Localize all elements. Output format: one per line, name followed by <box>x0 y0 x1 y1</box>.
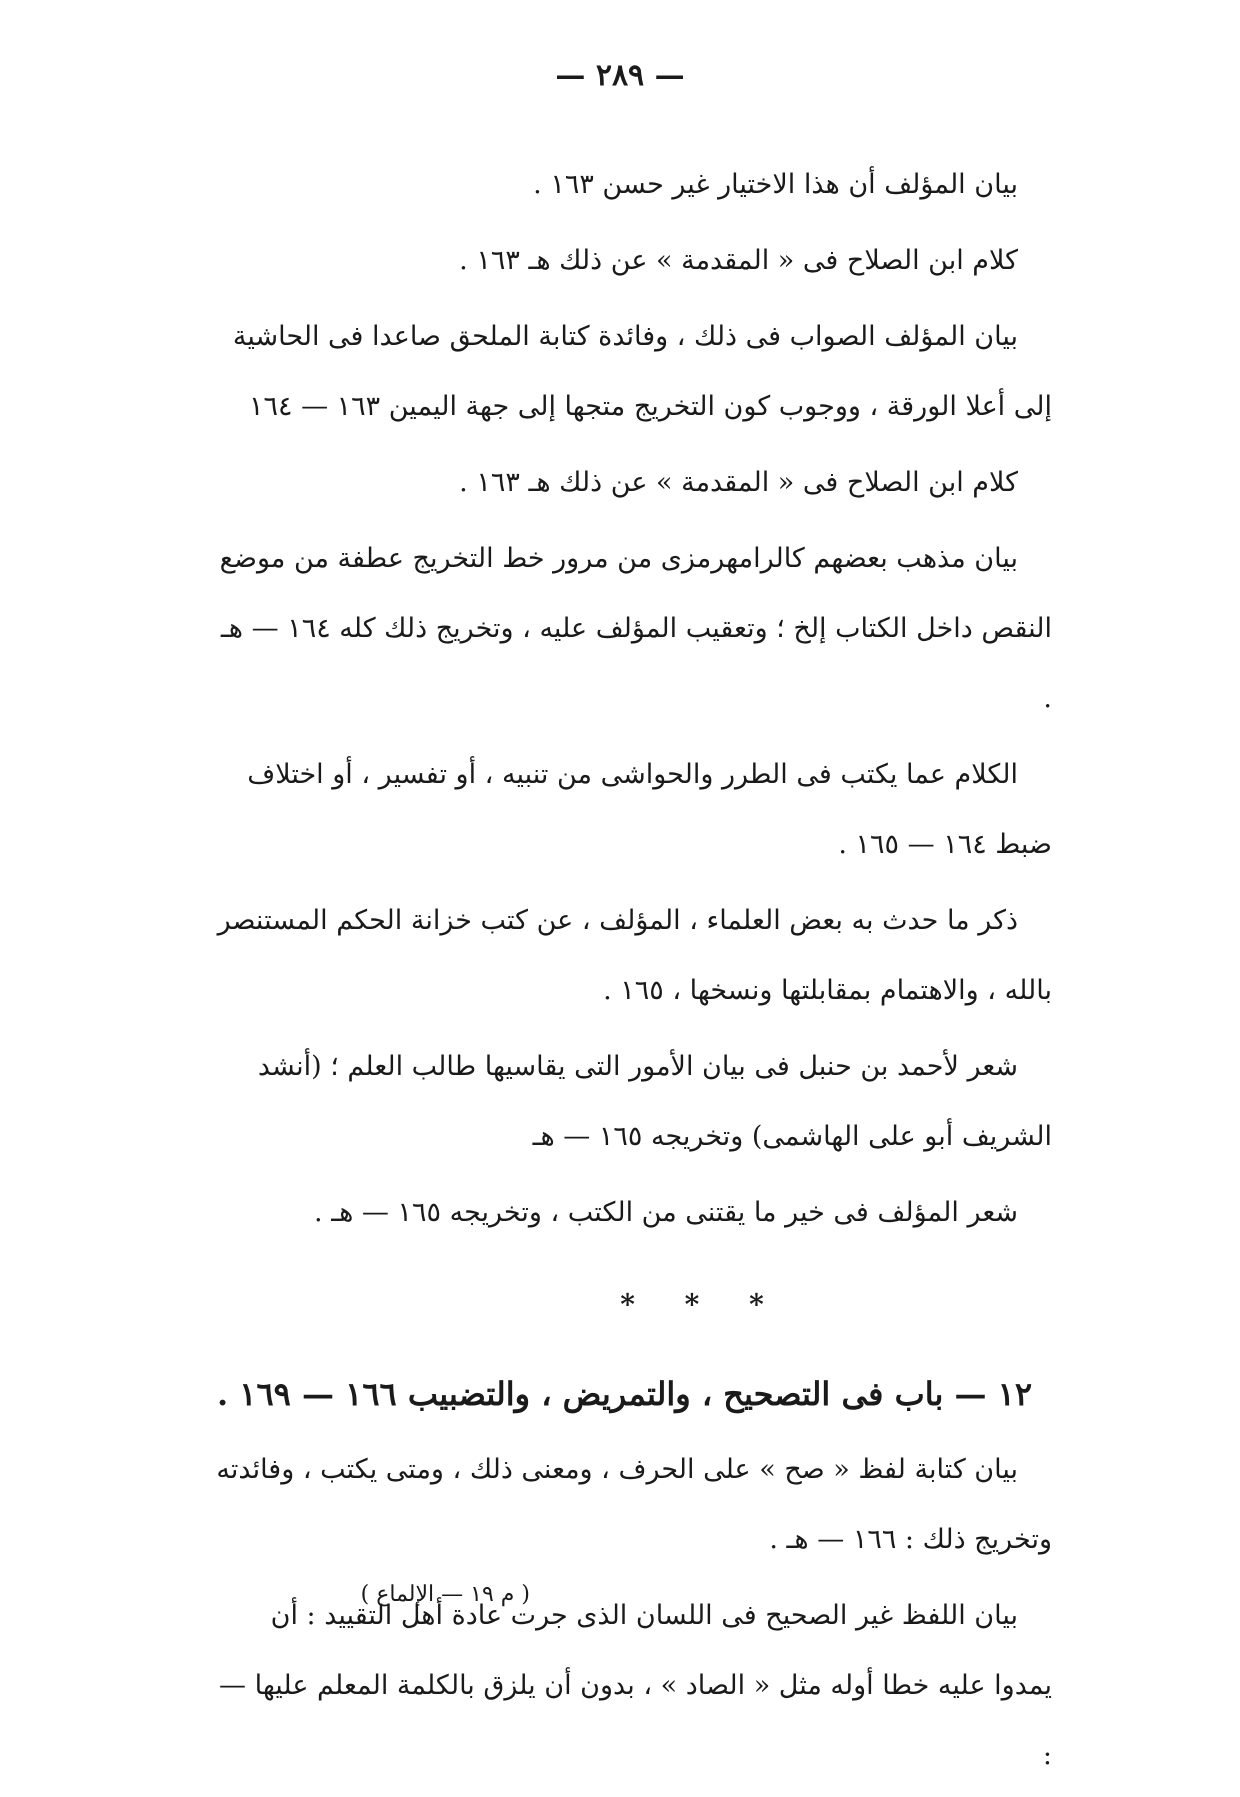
index-entry: بيان المؤلف الصواب فى ذلك ، وفائدة كتابة الملحق صاعدا فى الحاشية إلى أعلا الورقة ، ووجوب كون التخريج متجها إلى جهة اليمين ١٦٣ — ١٦٤ <box>232 321 1052 422</box>
index-entry: شعر لأحمد بن حنبل فى بيان الأمور التى يقاسيها طالب العلم ؛ (أنشد الشريف أبو على الهاشمى) وتخريجه ١٦٥ — هـ <box>257 1051 1052 1152</box>
section-separator: * * * <box>620 1288 784 1321</box>
index-entry: كلام ابن الصلاح فى « المقدمة » عن ذلك هـ ١٦٣ . <box>459 467 1018 498</box>
index-entry: ذكر ما حدث به بعض العلماء ، المؤلف ، عن كتب خزانة الحكم المستنصر بالله ، والاهتمام بمقابلتها ونسخها ، ١٦٥ . <box>217 905 1052 1006</box>
page-number: — ٢٨٩ — <box>555 58 685 93</box>
index-entry: كلام ابن الصلاح فى « المقدمة » عن ذلك هـ ١٦٣ . <box>459 245 1018 276</box>
index-entry: شعر المؤلف فى خير ما يقتنى من الكتب ، وتخريجه ١٦٥ — هـ . <box>314 1197 1018 1228</box>
index-entry: بيان مذهب بعضهم كالرامهرمزى من مرور خط التخريج عطفة من موضع النقص داخل الكتاب إلخ ؛ وتعقيب المؤلف عليه ، وتخريج ذلك كله ١٦٤ — هـ . <box>219 543 1052 714</box>
index-entries <box>212 150 1052 1797</box>
signature-mark: ( م ١٩ — الإلماع ) <box>360 1582 530 1607</box>
index-entry: الكلام عما يكتب فى الطرر والحواشى من تنبيه ، أو تفسير ، أو اختلاف ضبط ١٦٤ — ١٦٥ . <box>247 759 1052 860</box>
section-entry: بيان اللفظ غير الصحيح فى اللسان الذى جرت عادة أهل التقييد : أن يمدوا عليه خطا أوله مثل « الصاد » ، بدون أن يلزق بالكلمة المعلم عليها — : <box>219 1600 1052 1771</box>
section-heading: ١٢ — باب فى التصحيح ، والتمريض ، والتضبيب ١٦٦ — ١٦٩ . <box>217 1375 1032 1413</box>
index-entry: بيان المؤلف أن هذا الاختيار غير حسن ١٦٣ . <box>533 169 1018 200</box>
section-entry: بيان كتابة لفظ « صح » على الحرف ، ومعنى ذلك ، ومتى يكتب ، وفائدته وتخريج ذلك : ١٦٦ — هـ . <box>216 1454 1052 1555</box>
